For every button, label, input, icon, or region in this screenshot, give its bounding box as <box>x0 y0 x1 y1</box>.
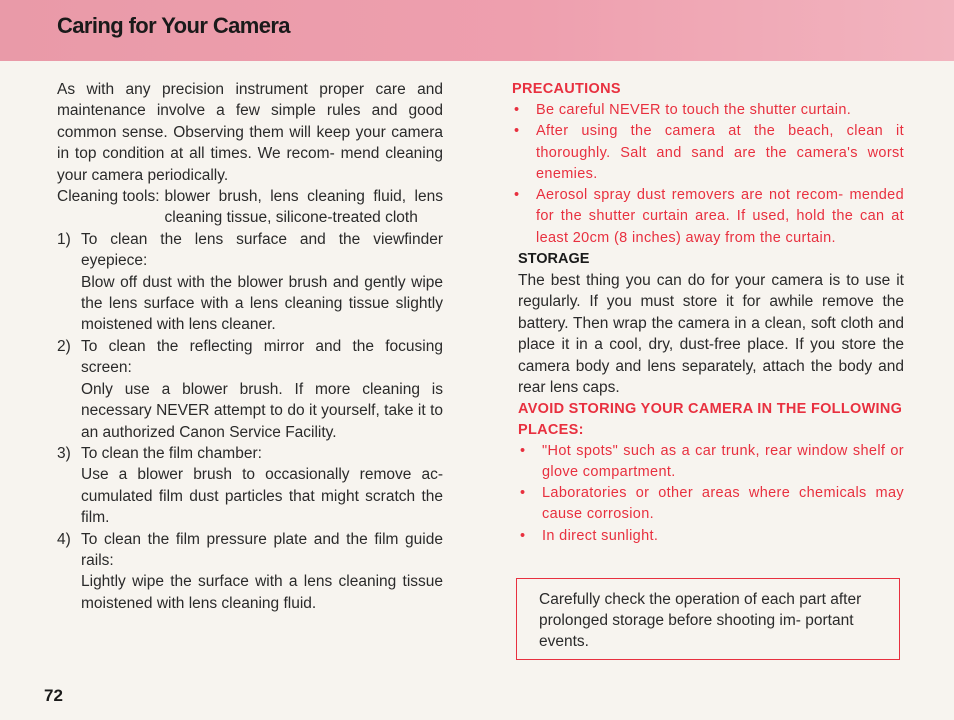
list-item: • Laboratories or other areas where chemicals may cause corrosion. <box>520 485 904 523</box>
step-number: 2) <box>57 337 71 355</box>
step-description: Blow off dust with the blower brush and gently wipe the lens surface with a lens cleaning tissue slightly moistened with lens cleaner. <box>81 273 443 334</box>
list-item: • Aerosol spray dust removers are not recom- mended for the shutter curtain area. If used, hold the can at least 20cm (8 inches) away from the curtain. <box>514 187 904 246</box>
storage-paragraph: The best thing you can do for your camera is to use it regularly. If you must store it for awhile remove the battery. Then wrap the camera in a clean, soft cloth and place it in a cool, dry, dust-free place. If you store the camera body and lens separately, attach the body and rear lens caps. <box>518 272 904 397</box>
page-title: Caring for Your Camera <box>57 13 290 38</box>
step-number: 4) <box>57 530 71 548</box>
avoid-heading: AVOID STORING YOUR CAMERA IN THE FOLLOWING PLACES: <box>518 400 903 438</box>
step-title: To clean the lens surface and the viewfinder eyepiece: <box>81 230 443 270</box>
cleaning-tools <box>57 186 443 229</box>
step-3 <box>57 443 443 529</box>
left-column <box>57 79 443 614</box>
storage-heading: STORAGE <box>518 251 590 268</box>
bullet-icon: • <box>514 102 520 118</box>
step-2 <box>57 336 443 443</box>
step-description: Use a blower brush to occasionally remove ac- cumulated film dust particles that might scratch the film. <box>81 466 443 527</box>
precautions-list <box>512 100 904 249</box>
step-1 <box>57 229 443 336</box>
list-item: • "Hot spots" such as a car trunk, rear window shelf or glove compartment. <box>520 442 904 480</box>
precautions-heading: PRECAUTIONS <box>512 81 621 97</box>
right-column <box>512 79 904 547</box>
list-item: • In direct sunlight. <box>518 526 904 547</box>
step-description: Lightly wipe the surface with a lens cleaning tissue moistened with lens cleaning fluid. <box>81 573 443 612</box>
page-number: 72 <box>44 686 63 705</box>
step-description: Only use a blower brush. If more cleaning is necessary NEVER attempt to do it yourself, take it to an authorized Canon Service Facility. <box>81 380 443 441</box>
step-title: To clean the reflecting mirror and the focusing screen: <box>81 337 443 377</box>
bullet-icon: • <box>520 485 526 502</box>
bullet-icon: • <box>520 527 526 544</box>
list-item: • Be careful NEVER to touch the shutter curtain. <box>512 100 904 121</box>
storage-note-box <box>516 578 900 660</box>
bullet-icon: • <box>514 123 520 140</box>
bullet-icon: • <box>520 442 526 459</box>
note-text: Carefully check the operation of each part after prolonged storage before shooting im- portant events. <box>539 591 862 650</box>
cleaning-tools-value: blower brush, lens cleaning fluid, lens cleaning tissue, silicone-treated cloth <box>164 188 443 227</box>
cleaning-tools-label: Cleaning tools: <box>57 188 160 206</box>
intro-paragraph: As with any precision instrument proper care and maintenance involve a few simple rules and good common sense. Observing them will keep your camera in top condition at all times. We recom- mend cleaning your camera periodically. <box>57 81 443 184</box>
step-title: To clean the film pressure plate and the film guide rails: <box>81 530 443 569</box>
bullet-icon: • <box>514 187 520 204</box>
avoid-list <box>518 441 904 547</box>
list-item: • After using the camera at the beach, clean it thoroughly. Salt and sand are the camera's worst enemies. <box>514 123 904 182</box>
step-number: 3) <box>57 444 71 462</box>
step-title: To clean the film chamber: <box>81 444 262 462</box>
step-4 <box>57 529 443 615</box>
header-banner <box>0 0 954 61</box>
avoid-section <box>518 399 904 547</box>
step-number: 1) <box>57 230 71 248</box>
